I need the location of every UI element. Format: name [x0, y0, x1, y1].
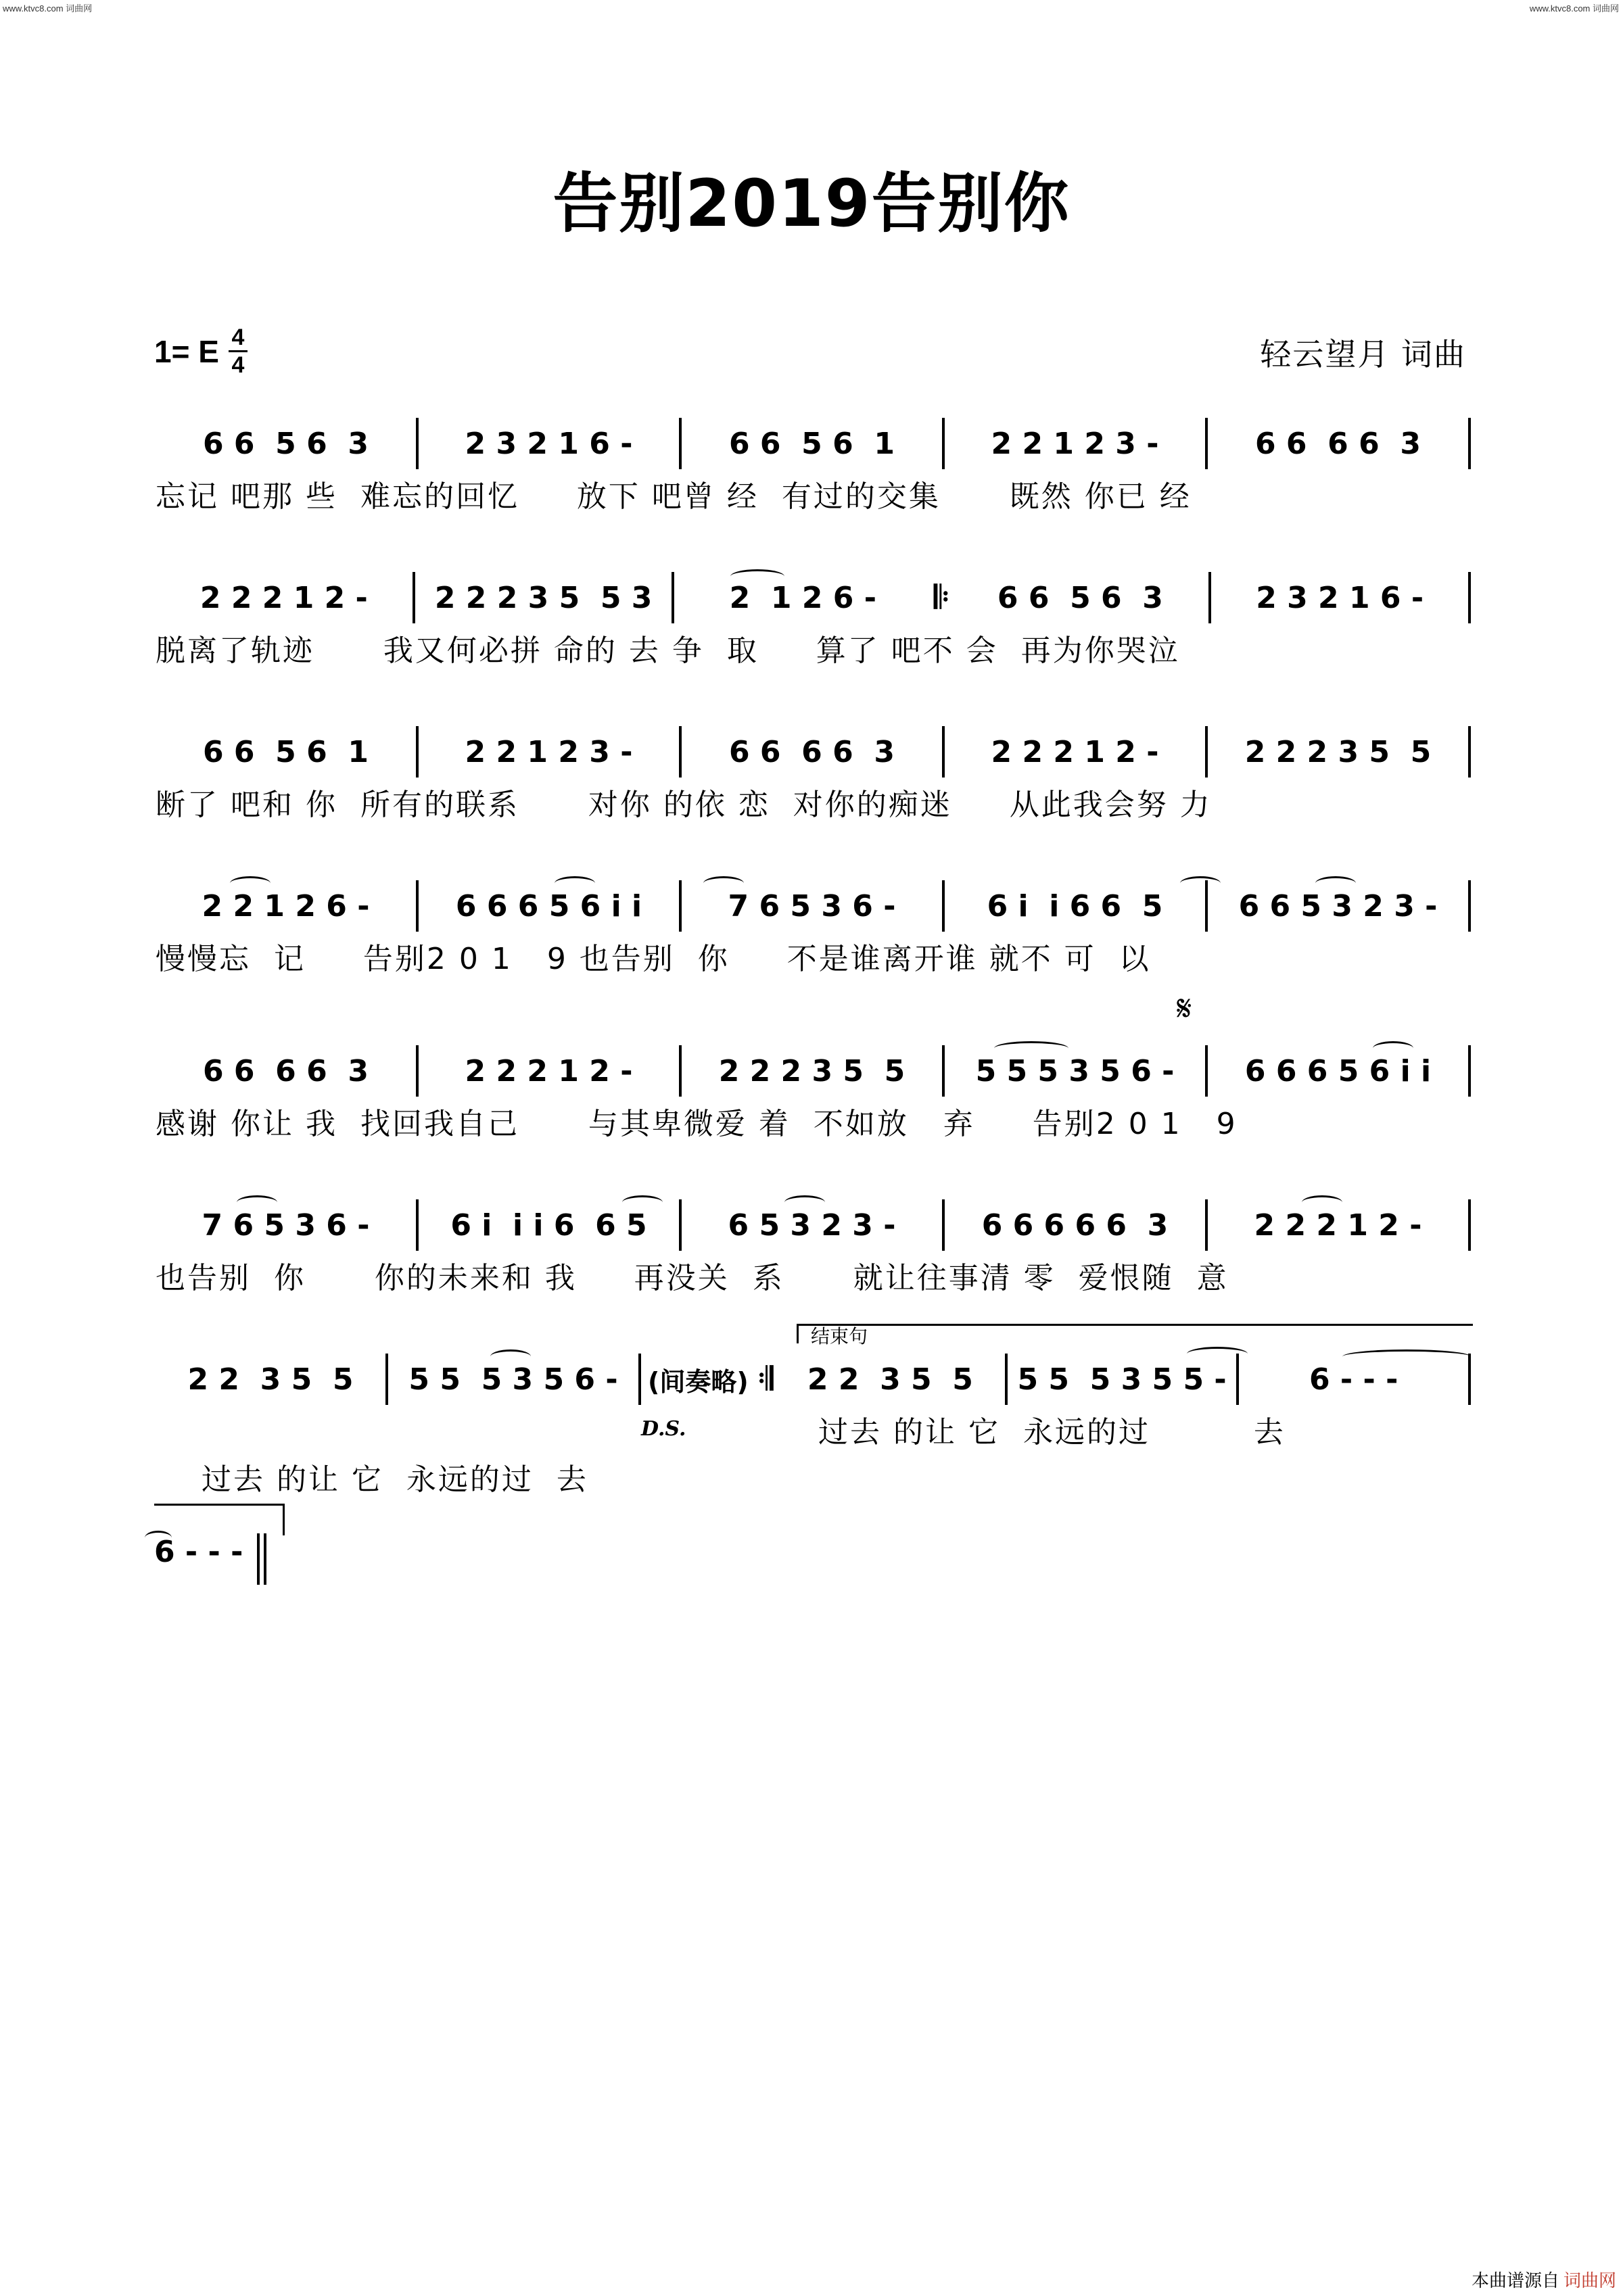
- measure: 6 6 5 6 3: [203, 426, 369, 461]
- lyric-line: 感谢 你让 我 找回我自己 与其卑微爱 着 不如放 弃 告别2 0 1 9: [156, 1107, 1238, 1141]
- slur: [784, 1195, 825, 1210]
- measure: 6 6 5 3 2 3 -: [1238, 888, 1438, 924]
- score-system: [156, 1326, 1471, 1497]
- measure: 5 5 5 3 5 6 -: [408, 1362, 618, 1397]
- measure: 2 2 2 1 2 -: [991, 734, 1159, 769]
- note-row: [156, 1041, 1471, 1101]
- time-signature-top: 4: [231, 325, 245, 350]
- lyric-line: 脱离了轨迹 我又何必拼 命的 去 争 取 算了 吧不 会 再为你哭泣: [156, 633, 1180, 668]
- watermark-left: www.ktvc8.com 词曲网: [3, 3, 93, 14]
- key-label: 1= E: [154, 333, 219, 369]
- footer-source-text: 本曲谱源自: [1471, 2270, 1559, 2291]
- measure: 2 2 1 2 3 -: [991, 426, 1159, 461]
- repeat-end-sign: 𝄇: [757, 1360, 774, 1397]
- lyric-line: 慢慢忘 记 告别2 0 1 9 也告别 你 不是谁离开谁 就不 可 以: [156, 942, 1151, 976]
- watermark-right: www.ktvc8.com 词曲网: [1529, 3, 1619, 14]
- note-row: [156, 722, 1471, 782]
- measure: 6 6 6 5 6 i i: [1244, 1053, 1432, 1089]
- slur: [1180, 876, 1221, 890]
- measure: 5 5 5 3 5 5 -: [1017, 1362, 1227, 1397]
- measure: 2 2 2 1 2 -: [465, 1053, 633, 1089]
- slur: [490, 1349, 531, 1364]
- author-credit: 轻云望月 词曲: [1260, 336, 1466, 373]
- measure: 6 6 6 6 3: [729, 734, 895, 769]
- ending-measure: [154, 1533, 260, 1585]
- measure: 6 i i i 6 6 5: [450, 1207, 647, 1243]
- measure: 2 2 2 1 2 -: [1254, 1207, 1422, 1243]
- measure: 7 6 5 3 6 -: [728, 888, 896, 924]
- measure: 2 2 1 2 6 -: [202, 888, 370, 924]
- measure: 6 6 6 6 6 3: [981, 1207, 1169, 1243]
- lyric-line: [156, 1409, 1471, 1497]
- measure: 6 6 5 6 1: [203, 734, 369, 769]
- footer-site-name[interactable]: 词曲网: [1563, 2270, 1616, 2291]
- note-row: [156, 876, 1471, 936]
- score-system: [156, 568, 1471, 675]
- measure: 6 6 6 6 3: [203, 1053, 369, 1089]
- measure: 7 6 5 3 6 -: [202, 1207, 370, 1243]
- measure: 6 - - -: [1309, 1362, 1398, 1397]
- slur: [1373, 1041, 1413, 1055]
- repeat-start-sign: 𝄆: [934, 579, 949, 615]
- lyric-line: 忘记 吧那 些 难忘的回忆 放下 吧曾 经 有过的交集 既然 你已 经: [156, 479, 1192, 514]
- lyric-line: 也告别 你 你的未来和 我 再没关 系 就让往事清 零 爱恨随 意: [156, 1261, 1229, 1295]
- measure: 2 1 2 6 -: [729, 580, 876, 615]
- slur: [230, 876, 270, 890]
- measure: 6 6 5 6 3: [997, 580, 1163, 615]
- slur: [237, 1195, 277, 1210]
- measure: 2 2 2 1 2 -: [199, 580, 368, 615]
- final-barline: [257, 1533, 260, 1585]
- measure: 6 i i 6 6 5: [987, 888, 1163, 924]
- score-system: [156, 722, 1471, 829]
- score-system: [156, 414, 1471, 521]
- volta-bracket: [797, 1324, 1473, 1347]
- measure: 2 2 2 3 5 5: [718, 1053, 905, 1089]
- score-system: [156, 988, 1471, 1148]
- slur: [555, 876, 595, 890]
- lyric-segment: 过去 的让 它 永远的过 去: [201, 1462, 588, 1497]
- lyric-segment: 过去 的让 它 永远的过 去: [818, 1415, 1286, 1450]
- slur: [1187, 1347, 1248, 1361]
- measure: 6 5 3 2 3 -: [728, 1207, 896, 1243]
- measure: 6 6 5 6 1: [729, 426, 895, 461]
- measure: 6 6 6 6 3: [1255, 426, 1421, 461]
- note-row: [156, 568, 1471, 627]
- measure: 2 3 2 1 6 -: [1256, 580, 1424, 615]
- slur: [622, 1195, 663, 1210]
- lyric-line: 断了 吧和 你 所有的联系 对你 的依 恋 对你的痴迷 从此我会努 力: [156, 788, 1212, 822]
- footer-credit: [1472, 2267, 1616, 2292]
- slur: [1302, 1195, 1342, 1210]
- slur: [703, 876, 744, 890]
- tie: [1342, 1349, 1471, 1364]
- measure: 2 2 2 3 5 5: [1244, 734, 1432, 769]
- ending-notes: 6 - - -: [154, 1535, 243, 1570]
- note-row: [156, 414, 1471, 473]
- measure: 2 2 3 5 5: [187, 1362, 354, 1397]
- key-signature: [154, 326, 248, 377]
- measure: 2 2 2 3 5 5 3: [434, 580, 653, 615]
- segno-sign: 𝄋: [1177, 988, 1192, 1029]
- time-signature: [229, 326, 248, 377]
- score-system: [156, 1195, 1471, 1302]
- measure: 2 2 3 5 5: [807, 1362, 973, 1397]
- page-title: 告别2019告别你: [552, 166, 1071, 241]
- measure: 6 6 6 5 6 i i: [455, 888, 642, 924]
- interlude-note: (间奏略): [648, 1366, 749, 1397]
- volta-bracket: [154, 1504, 285, 1535]
- ds-marker: D.S.: [641, 1417, 686, 1441]
- measure: 2 2 1 2 3 -: [465, 734, 633, 769]
- volta-label: 结束句: [811, 1326, 868, 1347]
- slur: [994, 1041, 1068, 1055]
- measure: 5 5 5 3 5 6 -: [975, 1053, 1175, 1089]
- note-row: [156, 1349, 1471, 1409]
- slur: [1315, 876, 1356, 890]
- score-system: [156, 876, 1471, 983]
- measure: 2 3 2 1 6 -: [465, 426, 633, 461]
- time-signature-bottom: 4: [231, 352, 245, 378]
- tie: [145, 1531, 172, 1545]
- slur: [730, 569, 784, 583]
